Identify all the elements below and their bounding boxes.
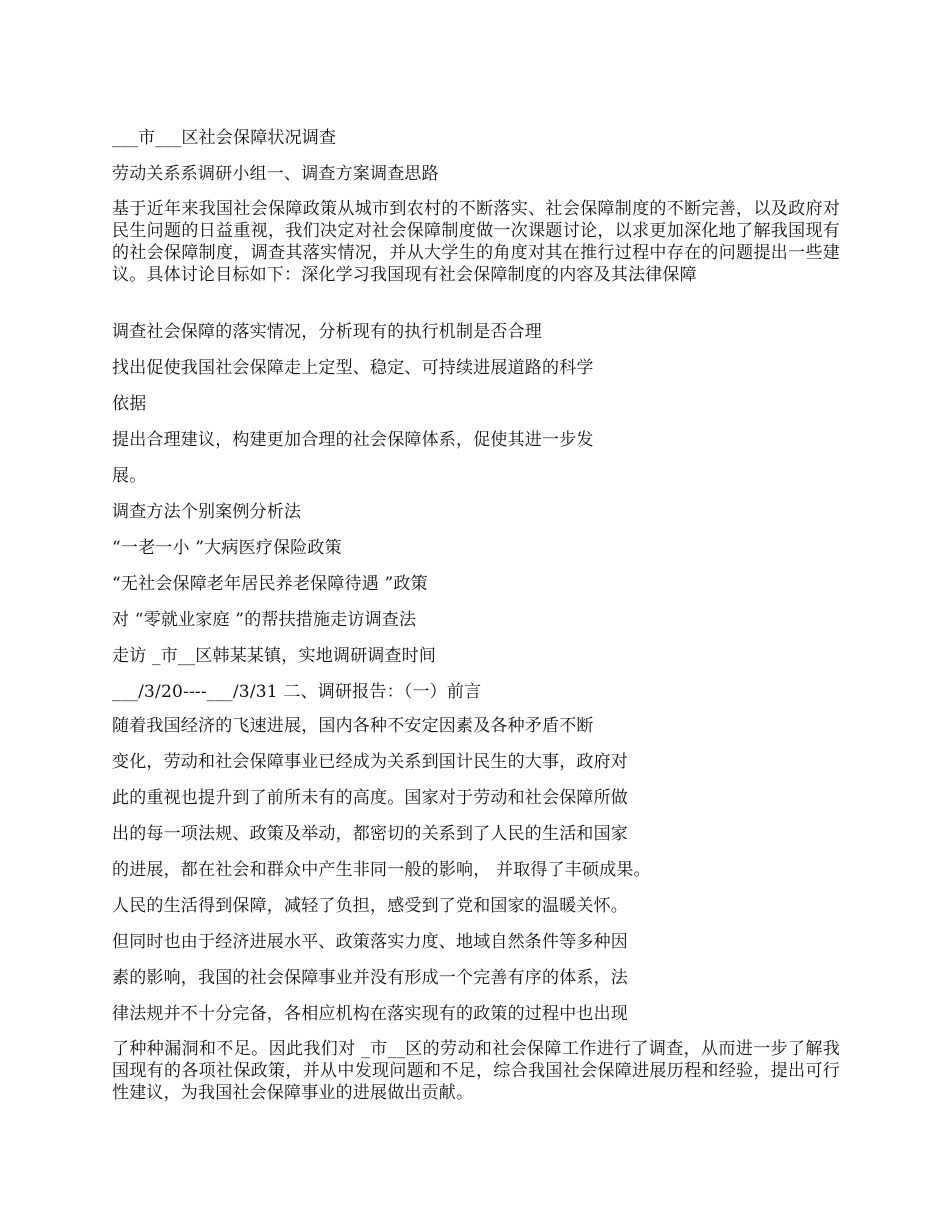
text-line: 找出促使我国社会保障走上定型、稳定、可持续进展道路的科学 — [112, 358, 594, 378]
text-line: 随着我国经济的飞速进展，国内各种不安定因素及各种矛盾不断 — [112, 716, 594, 736]
text-line: 提出合理建议，构建更加合理的社会保障体系，促使其进一步发 — [112, 430, 594, 450]
text-line: 走访 _市__区韩某某镇，实地调研调查时间 — [112, 646, 437, 666]
text-line: “一老一小 ”大病医疗保险政策 — [112, 538, 342, 558]
text-line: 此的重视也提升到了前所未有的高度。国家对于劳动和社会保障所做 — [112, 788, 628, 808]
text-line: 依据 — [112, 394, 147, 414]
text-line: 变化，劳动和社会保障事业已经成为关系到国计民生的大事，政府对 — [112, 752, 628, 772]
text-line: 调查社会保障的落实情况，分析现有的执行机制是否合理 — [112, 322, 542, 342]
text-line: 律法规并不十分完备，各相应机构在落实现有的政策的过程中也出现 — [112, 1004, 628, 1024]
text-line: 但同时也由于经济进展水平、政策落实力度、地域自然条件等多种因 — [112, 932, 628, 952]
text-line: “无社会保障老年居民养老保障待遇 ”政策 — [112, 574, 428, 594]
closing-paragraph: 了种种漏洞和不足。因此我们对 _市__区的劳动和社会保障工作进行了调查，从而进一步了解我国现有的各项社保政策，并从中发现问题和不足，综合我国社会保障进展历程和经验，提出可行性建议，为我国社会保障事业的进展做出贡献。 — [112, 1039, 840, 1103]
document-title: ___市___区社会保障状况调查 — [112, 128, 337, 148]
text-line: 展。 — [112, 466, 147, 486]
document-subtitle: 劳动关系系调研小组一、调查方案调查思路 — [112, 164, 439, 184]
text-line: 出的每一项法规、政策及举动，都密切的关系到了人民的生活和国家 — [112, 824, 628, 844]
text-line: 人民的生活得到保障，减轻了负担，感受到了党和国家的温暖关怀。 — [112, 896, 628, 916]
intro-paragraph: 基于近年来我国社会保障政策从城市到农村的不断落实、社会保障制度的不断完善，以及政府对民生问题的日益重视，我们决定对社会保障制度做一次课题讨论，以求更加深化地了解我国现有的社会保障制度，调查其落实情况，并从大学生的角度对其在推行过程中存在的问题提出一些建议。具体讨论目标如下：深化学习我国现有社会保障制度的内容及其法律保障 — [112, 199, 840, 285]
text-line: 的进展，都在社会和群众中产生非同一般的影响， 并取得了丰硕成果。 — [112, 860, 651, 880]
text-line: ___/3/20----___/3/31 二、调研报告：（一）前言 — [112, 682, 482, 702]
text-line: 对 “零就业家庭 ”的帮扶措施走访调查法 — [112, 610, 417, 630]
text-line: 素的影响，我国的社会保障事业并没有形成一个完善有序的体系，法 — [112, 968, 628, 988]
text-line: 调查方法个别案例分析法 — [112, 502, 302, 522]
